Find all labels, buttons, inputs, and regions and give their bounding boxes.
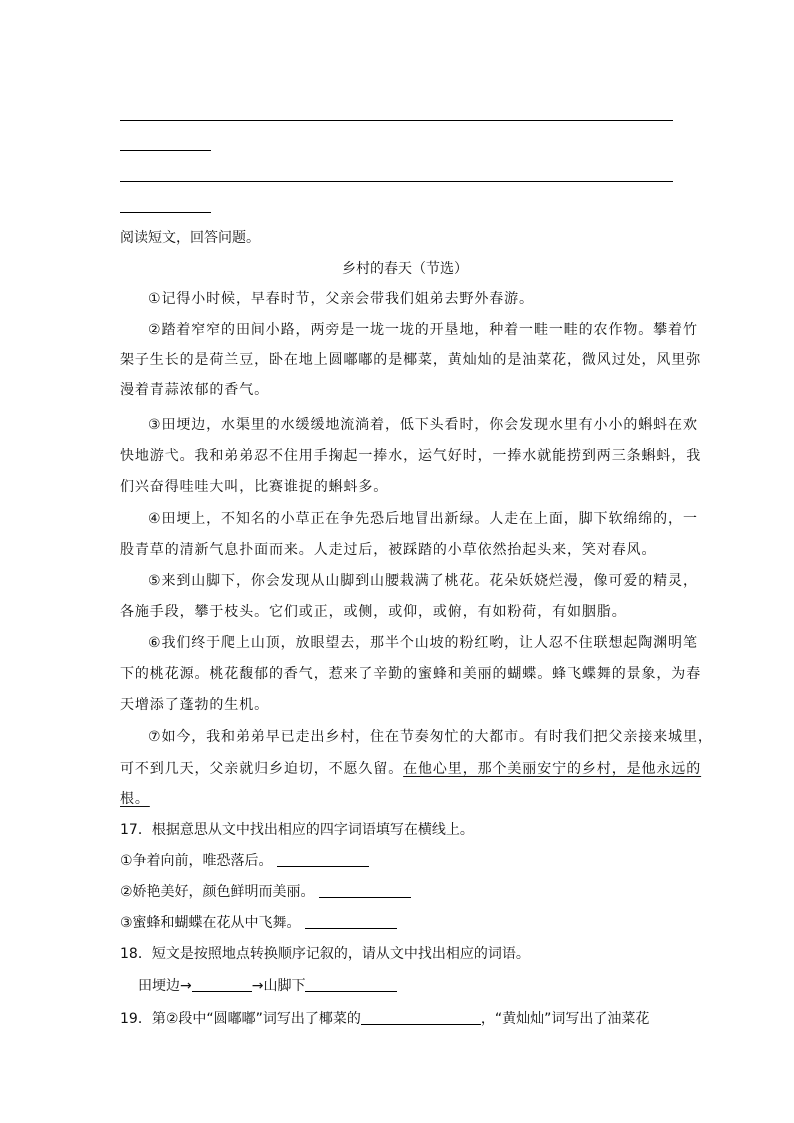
answer-blank[interactable] (305, 977, 397, 992)
passage-line: ④田埂上，不知名的小草正在争先恐后地冒出新绿。人走在上面，脚下软绵绵的，一 (148, 511, 698, 527)
question-18-stem: 18．短文是按照地点转换顺序记叙的，请从文中找出相应的词语。 (120, 946, 530, 962)
answer-line-short[interactable] (120, 150, 211, 151)
underlined-sentence-end: 根。 (120, 791, 150, 807)
answer-line-short[interactable] (120, 212, 211, 213)
end-location: 山脚下 (263, 978, 306, 994)
passage-line: 天增添了蓬勃的生机。 (120, 697, 269, 713)
passage-line: 快地游弋。我和弟弟忍不住用手掬起一捧水，运气好时，一捧水就能捞到两三条蝌蚪，我 (120, 448, 702, 464)
answer-blank[interactable] (277, 852, 369, 867)
answer-line[interactable] (120, 120, 673, 121)
item-text: ③蜜蜂和蝴蝶在花从中飞舞。 (120, 915, 301, 931)
answer-blank[interactable] (319, 883, 411, 898)
reading-instruction: 阅读短文，回答问题。 (120, 230, 260, 246)
passage-title: 乡村的春天（节选） (342, 261, 468, 277)
location-sequence (138, 976, 397, 996)
passage-line: ③田埂边，水渠里的水缓缓地流淌着，低下头看时，你会发现水里有小小的蝌蚪在欢 (148, 417, 698, 433)
passage-line: 架子生长的是荷兰豆，卧在地上圆嘟嘟的是椰菜，黄灿灿的是油菜花，微风过处，风里弥 (120, 352, 702, 368)
passage-line: ①记得小时候，早春时节，父亲会带我们姐弟去野外春游。 (148, 291, 534, 307)
start-location: 田埂边 (138, 978, 180, 994)
question-17-item (120, 882, 411, 902)
question-17-item (120, 851, 369, 871)
question-17-stem: 17．根据意思从文中找出相应的四字词语填写在横线上。 (120, 822, 474, 838)
answer-line[interactable] (120, 181, 673, 182)
arrow-icon: → (180, 978, 192, 994)
passage-line: ⑦如今，我和弟弟早已走出乡村，住在节奏匆忙的大都市。有时我们把父亲接来城里， (148, 729, 713, 745)
underlined-sentence: 在他心里，那个美丽安宁的乡村，是他永远的 (403, 761, 702, 777)
passage-line: 各施手段，攀于枝头。它们或正，或侧，或仰，或俯，有如粉荷，有如胭脂。 (120, 604, 627, 620)
item-text: ②娇艳美好，颜色鲜明而美丽。 (120, 884, 315, 900)
item-text: ①争着向前，唯恐落后。 (120, 853, 273, 869)
stem-text: 19．第②段中“圆嘟嘟”词写出了椰菜的 (120, 1011, 361, 1027)
stem-text: ，“黄灿灿”词写出了油菜花 (480, 1011, 650, 1027)
answer-blank[interactable] (361, 1010, 481, 1025)
answer-blank[interactable] (305, 914, 397, 929)
passage-text: 可不到几天，父亲就归乡迫切，不愿久留。 (120, 761, 404, 777)
passage-line: 们兴奋得哇哇大叫，比赛谁捉的蝌蚪多。 (120, 479, 389, 495)
passage-line: ⑤来到山脚下，你会发现从山脚到山腰栽满了桃花。花朵妖娆烂漫，像可爱的精灵， (148, 573, 698, 589)
passage-line: 下的桃花源。桃花馥郁的香气，惹来了辛勤的蜜蜂和美丽的蝴蝶。蜂飞蝶舞的景象，为春 (120, 666, 702, 682)
passage-line (120, 759, 701, 779)
passage-line: ②踏着窄窄的田间小路，两旁是一垅一垅的开垦地，种着一畦一畦的农作物。攀着竹 (148, 322, 698, 338)
answer-blank[interactable] (192, 977, 252, 992)
question-19-stem (120, 1009, 649, 1029)
question-17-item (120, 913, 397, 933)
passage-line: ⑥我们终于爬上山顶，放眼望去，那半个山坡的粉红哟，让人忍不住联想起陶渊明笔 (148, 635, 698, 651)
arrow-icon: → (251, 978, 264, 994)
passage-line: 漫着青蒜浓郁的香气。 (120, 382, 269, 398)
passage-line: 股青草的清新气息扑面而来。人走过后，被踩踏的小草依然抬起头来，笑对春风。 (120, 542, 657, 558)
